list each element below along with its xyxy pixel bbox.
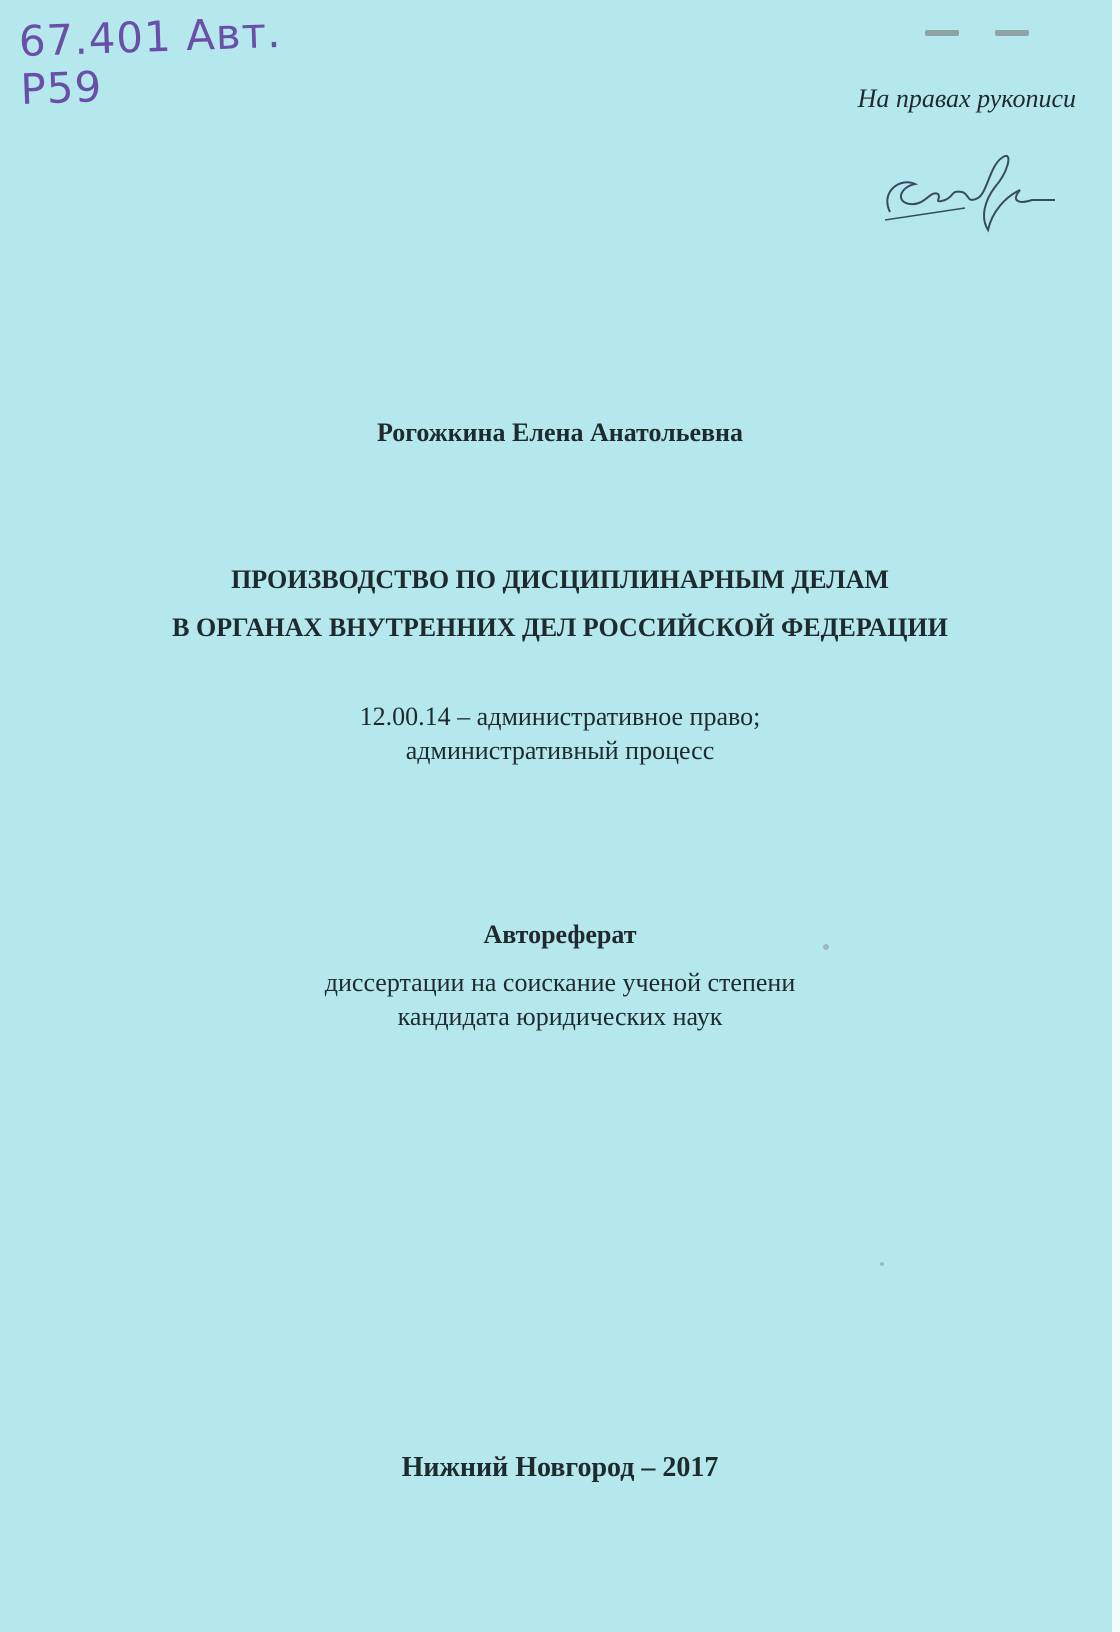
library-code-handwritten [18,9,284,114]
library-code-line: 67.401 Авт. [17,7,283,66]
specialty [0,700,1120,768]
degree-line: кандидата юридических наук [397,1002,723,1031]
signature-icon [870,142,1060,242]
dissertation-title [0,556,1120,652]
staple-mark [925,30,959,36]
rights-note: На правах рукописи [857,84,1076,113]
degree-description [0,966,1120,1034]
page-edge [1112,0,1120,1632]
specialty-line: 12.00.14 – административное право; [359,702,761,731]
staple-mark [995,30,1029,36]
title-line: В ОРГАНАХ ВНУТРЕННИХ ДЕЛ РОССИЙСКОЙ ФЕДЕРАЦИИ [172,613,948,642]
title-line: ПРОИЗВОДСТВО ПО ДИСЦИПЛИНАРНЫМ ДЕЛАМ [231,565,889,594]
author-name: Рогожкина Елена Анатольевна [376,418,744,447]
library-code-line: Р59 [19,62,104,114]
paper-speck [823,944,829,950]
place-year: Нижний Новгород – 2017 [401,1452,719,1483]
degree-line: диссертации на соискание ученой степени [324,968,796,997]
specialty-line: административный процесс [405,736,715,765]
paper-speck [880,1262,884,1266]
abstract-label: Автореферат [483,920,637,949]
